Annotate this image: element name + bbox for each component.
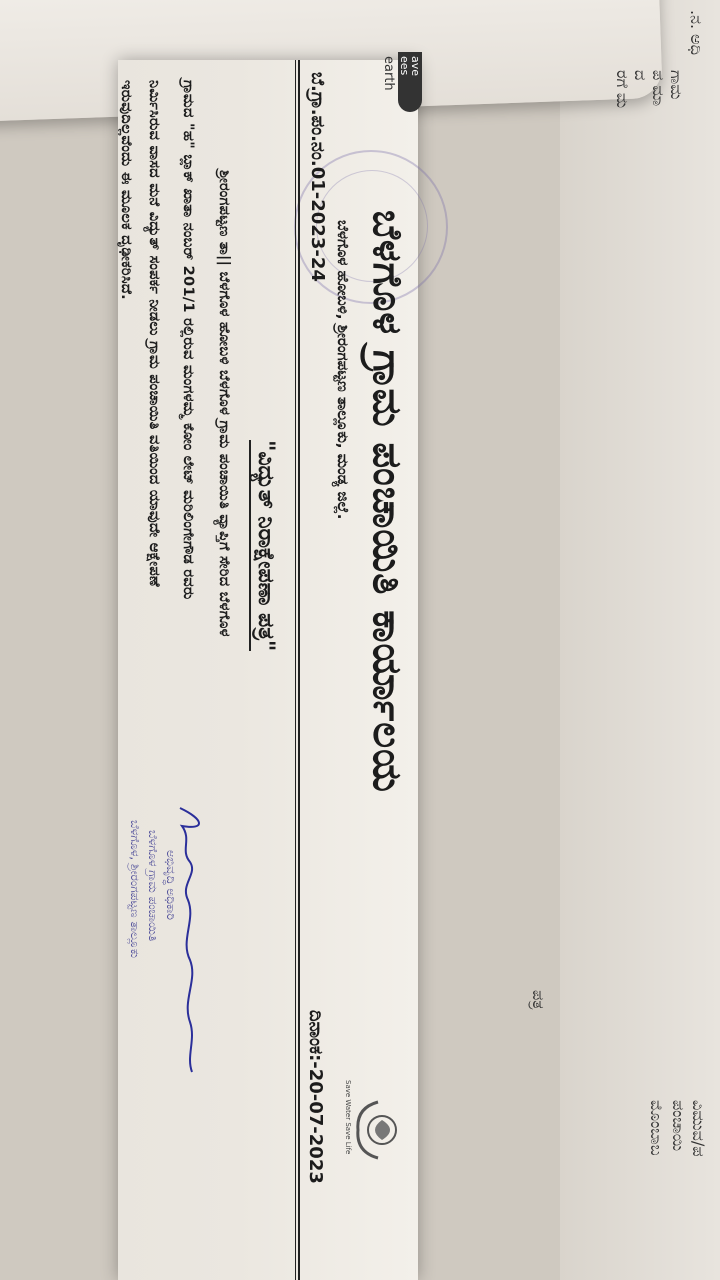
body-line: ನಿರ್ಮಿಸಿರುವ ವಾಸದ ಮನೆ ವಿದ್ಯುತ್ ಸಂಪರ್ಕ ನೀಡಲು ಗ್ರಾಮ ಪಂಚಾಯಿತಿ ವತಿಯಿಂದ ಯಾವುದೇ ಆಕ್ಷೇಪಣೆ [146, 80, 162, 587]
save-earth-badge [372, 52, 422, 122]
body-line: ಗ್ರಾಮದ "ಹ" ಬ್ಲಾಕ್ ಖಾತಾ ನಂಬರ್ 201/1 ರಲ್ಲಿರುವ ಮಂಗಳಮ್ಮ ಕೋಂ ಲೇಟ್ ಮರಿಲಿಂಗೇಗೌಡ ರವರು [180, 80, 196, 600]
background-text-area [529, 10, 718, 1280]
noc-document [118, 56, 422, 1280]
background-line: ಮೊಂಬಾಬ [647, 1100, 666, 1156]
badge-pill: ave ees [398, 52, 422, 112]
background-line: ಗಾಮ [667, 70, 686, 100]
background-line: ರಗೆ ಮ [613, 70, 632, 109]
office-title: ಬೆಳಗೊಳ ಗ್ರಾಮ ಪಂಚಾಯಿತಿ ಕಾರ್ಯಾಲಯ [364, 210, 410, 793]
header-divider [295, 60, 300, 1280]
issue-date: ದಿನಾಂಕ:-20-07-2023 [305, 1010, 326, 1184]
body-line: ಇರುವುದಿಲ್ಲವೆಂದು ಈ ಮೂಲಕ ದೃಢೀಕರಿಸಿದೆ. [118, 80, 134, 300]
seal-text: ಬೆಳಗೊಳ ಗ್ರಾಮ ಪಂಚಾಯಿತಿ [146, 830, 160, 942]
letterhead [288, 56, 422, 1280]
body-line: ಶ್ರೀರಂಗಪಟ್ಟಣ ತಾ|| ಬೆಳಗೊಳ ಹೋಬಳಿ ಬೆಳಗೊಳ ಗ್ರಾಮ ಪಂಚಾಯಿತಿ ವ್ಯಾಪ್ತಿಗೆ ಸೇರಿದ ಬೆಳಗೊಳ [216, 170, 232, 637]
background-line: ಪಂಚಾಯಿ [669, 1100, 688, 1152]
reference-number: ಬೆ.ಗ್ರಾ.ಪಂ.ನಂ.01-2023-24 [307, 72, 328, 282]
save-water-logo-icon [338, 1080, 408, 1160]
certificate-title: "ವಿದ್ಯುತ್ ನಿರಾಕ್ಷೇಪಣಾ ಪತ್ರ" [249, 440, 278, 651]
seal-text: ಬೆಳಗೊಳ, ಶ್ರೀರಂಗಪಟ್ಟಣ ತಾಲ್ಲೂಕು [128, 820, 142, 959]
badge-earth-word: earth [381, 56, 396, 91]
logo-caption: Save Water Save Life [344, 1080, 352, 1155]
background-line: ಪ ಮಾ [649, 70, 668, 107]
background-line: ವಿಮುವ/ಪ [689, 1100, 708, 1157]
background-text-top: .ನ. ಅಧಿ [687, 10, 706, 56]
seal-text: ಅಭಿವೃದ್ಧಿ ಅಧಿಕಾರಿ [164, 850, 178, 921]
background-partial-line: ಪತ್ರ [529, 990, 548, 1010]
background-line: ದ [631, 70, 650, 81]
office-address: ಬೆಳಗೊಳ ಹೋಬಳಿ, ಶ್ರೀರಂಗಪಟ್ಟಣ ತಾಲ್ಲೂಕು, ಮಂಡ್ಯ ಜಿಲ್ಲೆ. [334, 220, 352, 520]
